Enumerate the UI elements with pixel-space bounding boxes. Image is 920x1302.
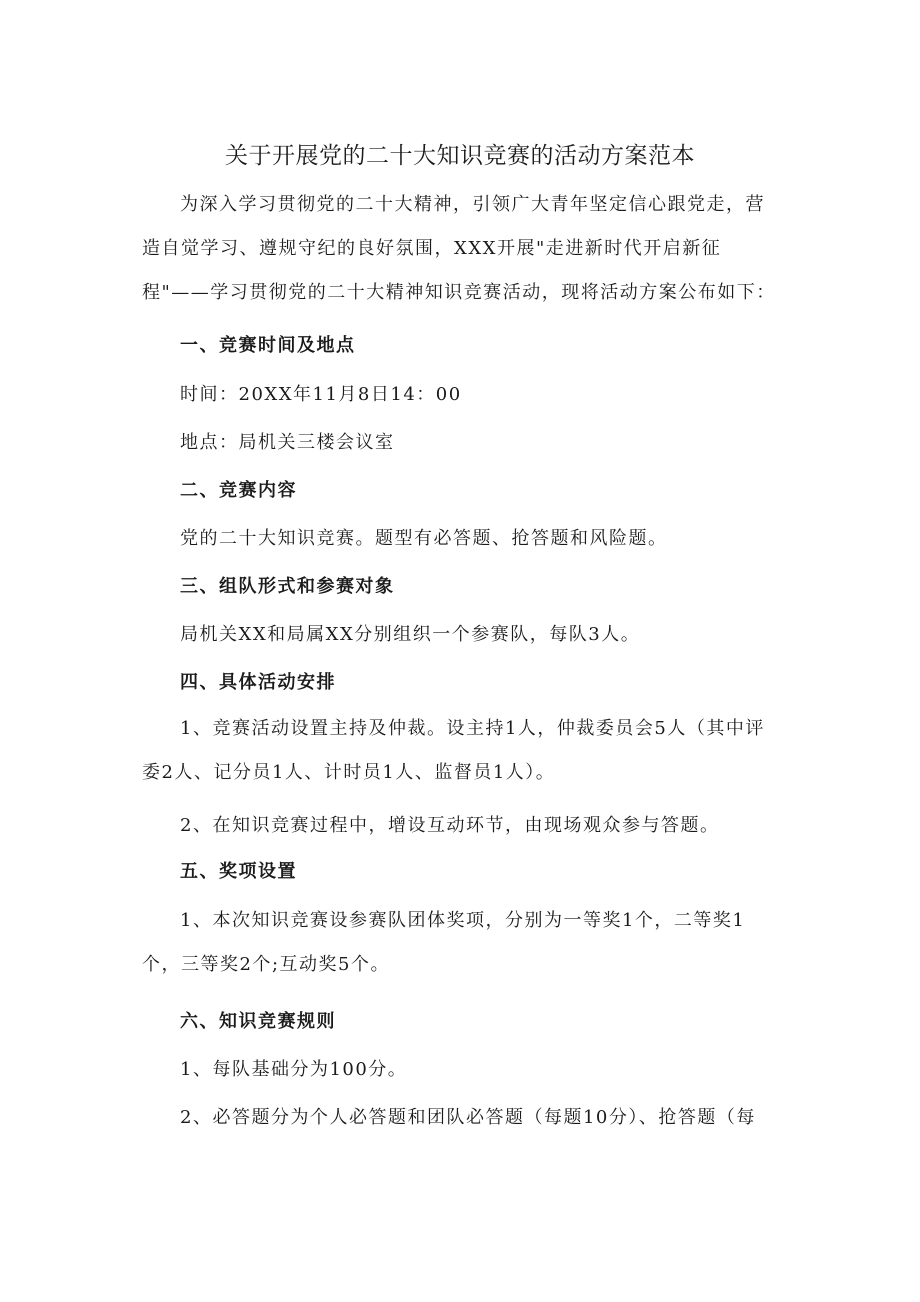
section4-item1-block [142,707,782,795]
section3-heading: 三、组队形式和参赛对象 [180,576,395,597]
section1-heading: 一、竞赛时间及地点 [180,335,356,356]
section1-place: 地点：局机关三楼会议室 [180,432,395,453]
document-title: 关于开展党的二十大知识竞赛的活动方案范本 [225,143,695,169]
section5-item1-block [142,899,782,987]
section5-item1: 1、本次知识竞赛设参赛队团体奖项，分别为一等奖1个，二等奖1个，三等奖2个;互动奖5个。 [142,910,746,975]
section6-item2: 2、必答题分为个人必答题和团队必答题（每题10分）、抢答题（每 [180,1107,756,1128]
section2-heading: 二、竞赛内容 [180,480,297,501]
section4-item2: 2、在知识竞赛过程中，增设互动环节，由现场观众参与答题。 [180,815,720,836]
intro-block [142,183,782,315]
section5-heading: 五、奖项设置 [180,861,297,882]
section4-item1: 1、竞赛活动设置主持及仲裁。设主持1人，仲裁委员会5人（其中评委2人、记分员1人、计时员1人、监督员1人）。 [142,718,765,783]
section1-time: 时间：20XX年11月8日14：00 [180,384,462,405]
intro-paragraph: 为深入学习贯彻党的二十大精神，引领广大青年坚定信心跟党走，营造自觉学习、遵规守纪的良好氛围，XXX开展"走进新时代开启新征程"——学习贯彻党的二十大精神知识竞赛活动，现将活动方案公布如下： [142,194,776,303]
section2-content: 党的二十大知识竞赛。题型有必答题、抢答题和风险题。 [180,528,668,549]
section6-heading: 六、知识竞赛规则 [180,1011,336,1032]
section4-heading: 四、具体活动安排 [180,672,336,693]
section3-content: 局机关XX和局属XX分别组织一个参赛队，每队3人。 [180,624,641,645]
section6-item1: 1、每队基础分为100分。 [180,1059,408,1080]
